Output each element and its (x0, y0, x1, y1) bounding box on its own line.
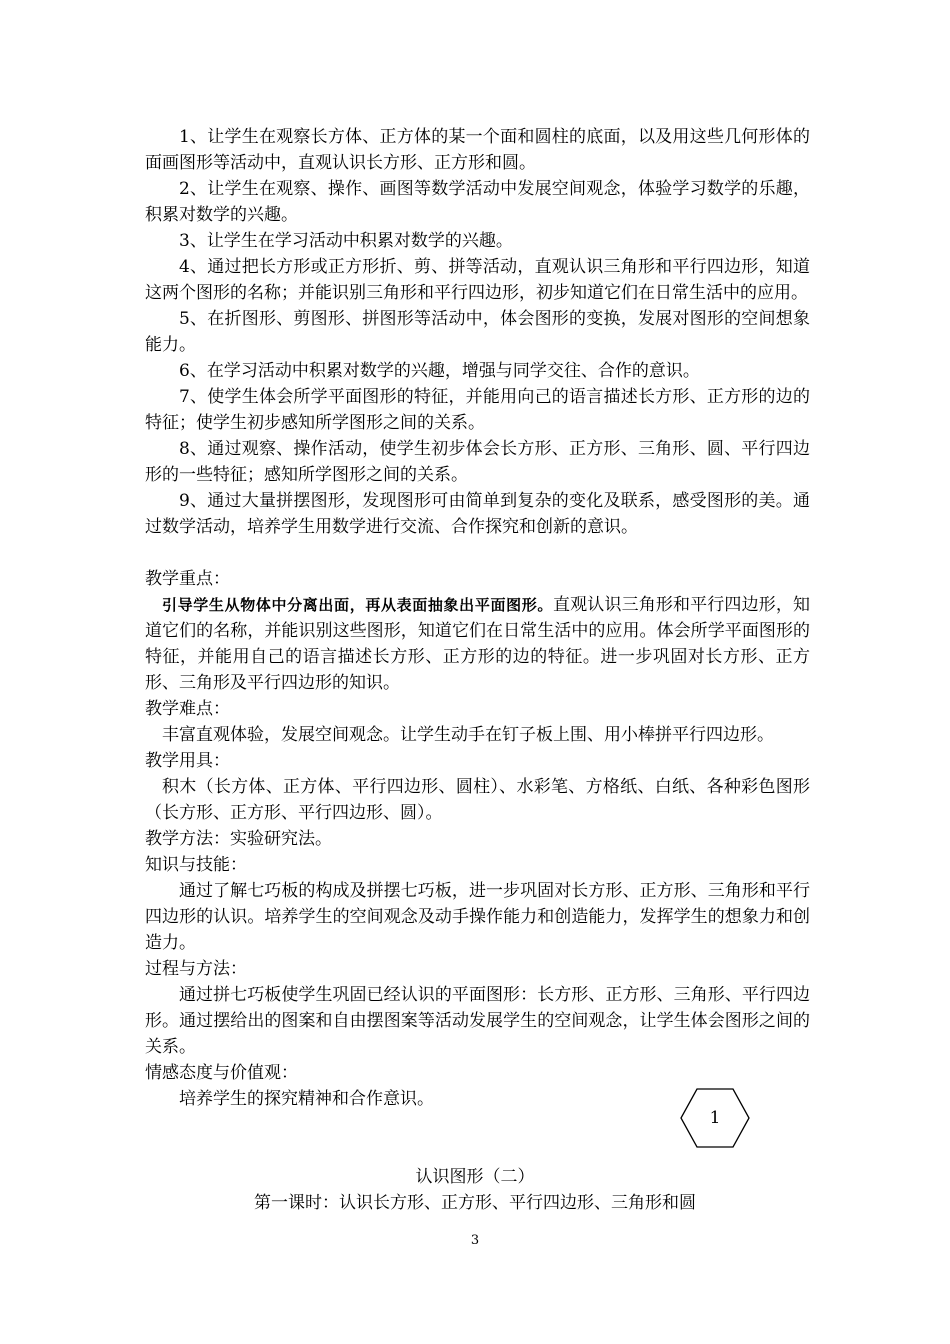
objective-7: 7、使学生体会所学平面图形的特征，并能用向己的语言描述长方形、正方形的边的特征；使学生初步感知所学图形之间的关系。 (145, 387, 810, 433)
key-points-lead: 引导学生从物体中分离出面，再从表面抽象出平面图形。 (162, 596, 554, 614)
lesson-title: 第一课时：认识长方形、正方形、平行四边形、三角形和圆 (254, 1193, 696, 1213)
method-line: 教学方法：实验研究法。 (145, 829, 332, 849)
knowledge-body: 通过了解七巧板的构成及拼摆七巧板，进一步巩固对长方形、正方形、三角形和平行四边形的认识。培养学生的空间观念及动手操作能力和创造能力，发挥学生的想象力和创造力。 (145, 881, 810, 953)
objective-6: 6、在学习活动中积累对数学的兴趣，增强与同学交往、合作的意识。 (179, 361, 700, 381)
process-heading: 过程与方法： (145, 959, 247, 979)
objective-2: 2、让学生在观察、操作、画图等数学活动中发展空间观念，体验学习数学的乐趣，积累对数学的兴趣。 (145, 179, 810, 225)
attitude-body: 培养学生的探究精神和合作意识。 (179, 1089, 434, 1109)
tools-heading: 教学用具： (145, 751, 230, 771)
process-body: 通过拼七巧板使学生巩固已经认识的平面图形：长方形、正方形、三角形、平行四边形。通过摆给出的图案和自由摆图案等活动发展学生的空间观念，让学生体会图形之间的关系。 (145, 985, 810, 1057)
objective-3: 3、让学生在学习活动中积累对数学的兴趣。 (179, 231, 513, 251)
hexagon-label: 1 (709, 1108, 721, 1128)
spacer (145, 540, 810, 566)
page-number: 3 (470, 1233, 480, 1248)
key-points-body (145, 592, 810, 696)
key-points-heading: 教学重点： (145, 569, 230, 589)
objective-4: 4、通过把长方形或正方形折、剪、拼等活动，直观认识三角形和平行四边形，知道这两个图形的名称；并能识别三角形和平行四边形，初步知道它们在日常生活中的应用。 (145, 257, 810, 303)
difficulties-heading: 教学难点： (145, 699, 230, 719)
difficulties-body: 丰富直观体验，发展空间观念。让学生动手在钉子板上围、用小棒拼平行四边形。 (162, 725, 774, 745)
objective-5: 5、在折图形、剪图形、拼图形等活动中，体会图形的变换，发展对图形的空间想象能力。 (145, 309, 810, 355)
document-body (145, 124, 810, 1112)
section-title: 认识图形（二） (415, 1167, 535, 1187)
key-points-text: 直观认识三角形和平行四边形，知道它们的名称，并能识别这些图形，知道它们在日常生活中的应用。体会所学平面图形的特征，并能用自己的语言描述长方形、正方形的边的特征。进一步巩固对长方形、正方形、三角形及平行四边形的知识。 (145, 595, 810, 693)
objective-9: 9、通过大量拼摆图形，发现图形可由简单到复杂的变化及联系，感受图形的美。通过数学活动，培养学生用数学进行交流、合作探究和创新的意识。 (145, 491, 810, 537)
objective-1: 1、让学生在观察长方体、正方体的某一个面和圆柱的底面，以及用这些几何形体的面画图形等活动中，直观认识长方形、正方形和圆。 (145, 127, 810, 173)
attitude-heading: 情感态度与价值观： (145, 1063, 298, 1083)
tools-body: 积木（长方体、正方体、平行四边形、圆柱）、水彩笔、方格纸、白纸、各种彩色图形（长方形、正方形、平行四边形、圆）。 (145, 777, 810, 823)
knowledge-heading: 知识与技能： (145, 855, 247, 875)
objective-8: 8、通过观察、操作活动，使学生初步体会长方形、正方形、三角形、圆、平行四边形的一些特征；感知所学图形之间的关系。 (145, 439, 810, 485)
